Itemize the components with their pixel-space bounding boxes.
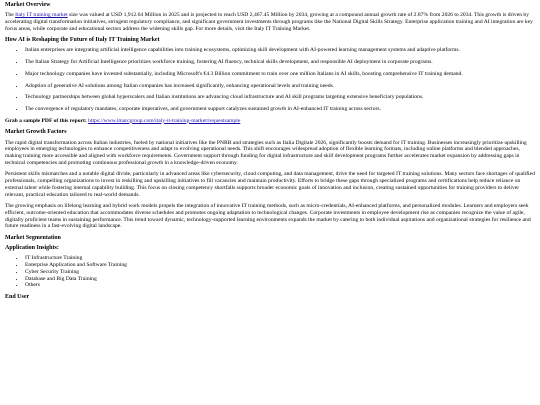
growth-paragraph: The growing emphasis on lifelong learning and hybrid work models propels the integration of innovative IT training methods, such as micro-credentials, AI-enhanced platforms, and personalized modules. Learners and employers seek efficient, outcome-oriented education that accommodates diverse schedules and promotes ongoing adaptation to technological changes. Corporate investments in employee development rise as companies recognize the value of agile, digitally proficient teams in sustaining performance. This trend toward dynamic, technology-supported learning environments expands the market by catering to both individual aspirations and organizational strategies for resilience and future readiness in a fast-evolving digital landscape. — [5, 203, 531, 230]
growth-heading: Market Growth Factors — [5, 129, 67, 136]
list-item: • Italian enterprises are integrating artificial intelligence capabilities into training ecosystems, optimizing skill development with AI-powered learning management systems and adaptive platforms. — [25, 47, 535, 54]
application-list — [5, 255, 535, 289]
sample-pdf-label: Grab a sample PDF of this report: — [5, 117, 89, 124]
overview-post: size was valued at USD 1,912.64 Million in 2025 and is projected to reach USD 2,467.45 Million by 2034, growing at a compound annual growth rate of 2.87% from 2026 to 2034. This growth is driven by accelerating digital transformation initiatives, stringent regulatory compliance, and significant government investments through programs like the National Digital Skills Strategy. Enterprise application training and AI integration are key focus areas, while corporate and educational sectors address the widening skills gap. For more details, visit the Italy IT Training Market. — [5, 12, 533, 32]
list-item: • IT Infrastructure Training — [25, 255, 535, 262]
list-item: • Major technology companies have invested substantially, including Microsoft's €4.3 Billion commitment to train over one million Italians in AI skills, boosting comprehensive IT training demand. — [25, 71, 535, 78]
segmentation-heading: Market Segmentation — [5, 235, 61, 242]
end-user-heading: End User — [5, 293, 30, 300]
ai-bullet-list — [5, 47, 535, 112]
list-item: • Cyber Security Training — [25, 269, 535, 276]
overview-paragraph — [5, 12, 535, 32]
application-insights-heading: Application Insights: — [5, 245, 59, 252]
list-item: • The convergence of regulatory mandates, corporate imperatives, and government support catalyzes sustained growth in AI-enhanced IT training across sectors. — [25, 106, 535, 113]
list-item: • Adoption of generative AI solutions among Italian companies has increased significantly, enhancing operational levels and training needs. — [25, 83, 535, 90]
ai-section-heading: How AI is Reshaping the Future of Italy IT Training Market — [5, 37, 160, 44]
sample-pdf-line — [5, 118, 535, 125]
overview-heading: Market Overview — [5, 2, 51, 8]
growth-paragraph: The rapid digital transformation across Italian industries, fueled by national initiatives like the PNRR and strategies such as Italia Digitale 2026, significantly boosts demand for IT training. Businesses increasingly prioritize upskilling employees in emerging technologies to enhance competitiveness and adapt to evolving operational needs. This shift encourages widespread adoption of flexible learning formats, including online platforms and blended approaches, making training more accessible and aligned with workforce requirements. Government support through funding for digital infrastructure and skill development programs further accelerates market expansion by addressing gaps in technical competencies and promoting continuous professional growth in a knowledge-driven economy. — [5, 139, 527, 166]
list-item: • Others — [25, 282, 535, 289]
italy-it-training-market-link[interactable]: Italy IT training market — [15, 12, 68, 19]
list-item: • The Italian Strategy for Artificial Intelligence prioritizes workforce training, fostering AI fluency, technical skills development, and responsible AI deployment in corporate programs. — [25, 59, 535, 66]
sample-pdf-link[interactable]: https://www.imarcgroup.com/italy-it-training-market/requestsample — [88, 117, 241, 124]
list-item: • Database and Big Data Training — [25, 276, 535, 283]
list-item: • Technology partnerships between global hyperscalers and Italian institutions are advancing cloud infrastructure and AI skill programs targeting extensive beneficiary populations. — [25, 94, 535, 101]
overview-pre: The — [5, 12, 16, 19]
growth-paragraph: Persistent skills mismatches and a notable digital divide, particularly in advanced areas like cybersecurity, cloud computing, and data management, drive the need for targeted IT training solutions. Many sectors face shortages of qualified professionals, compelling organizations to invest in reskilling and upskilling initiatives to fill vacancies and maintain productivity. Efforts to bridge these gaps through specialized programs and certifications help reduce reliance on external talent while fostering internal capability building. This focus on closing competency shortfalls supports broader economic goals of innovation and inclusion, creating sustained opportunities for training providers to deliver relevant, practical education tailored to real-world demands. — [5, 171, 535, 198]
list-item: • Enterprise Application and Software Training — [25, 262, 535, 269]
